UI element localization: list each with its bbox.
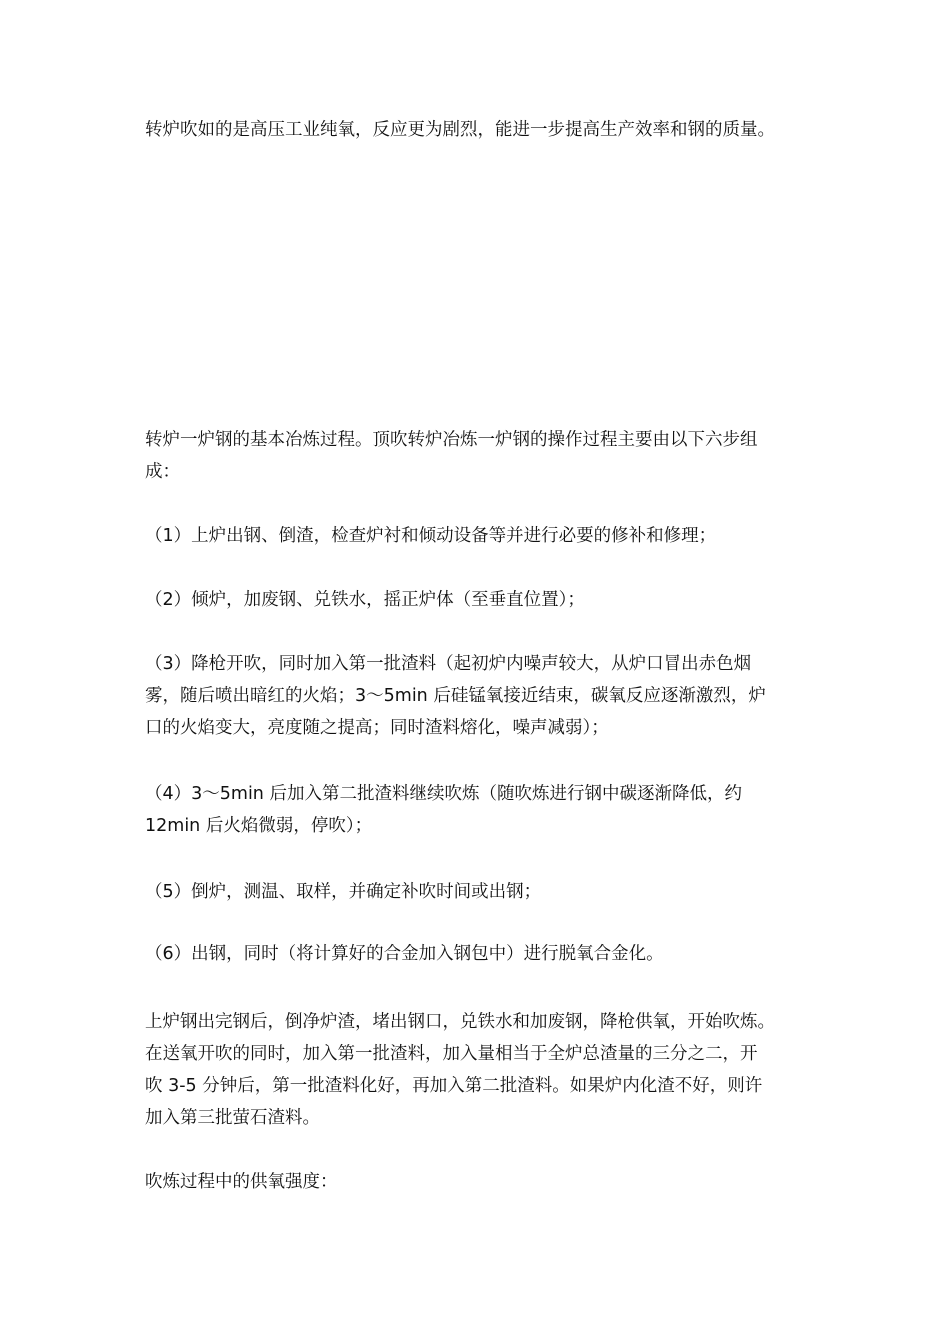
paragraph-step-6 <box>145 938 810 970</box>
text-line: （4）3～5min 后加入第二批渣料继续吹炼（随吹炼进行钢中碳逐渐降低，约 <box>145 784 742 804</box>
text-line: 吹 3-5 分钟后，第一批渣料化好，再加入第二批渣料。如果炉内化渣不好，则许 <box>145 1076 763 1096</box>
paragraph-step-1 <box>145 520 810 552</box>
paragraph-step-3 <box>145 648 810 744</box>
text-line: 加入第三批萤石渣料。 <box>145 1108 320 1128</box>
paragraph-step-5 <box>145 876 810 908</box>
text-line: 成： <box>145 462 180 482</box>
text-line: 雾，随后喷出暗红的火焰；3～5min 后硅锰氧接近结束，碳氧反应逐渐激烈，炉 <box>145 686 766 706</box>
paragraph-process-overview <box>145 424 810 488</box>
paragraph-intro <box>145 114 810 146</box>
paragraph-detail <box>145 1006 810 1134</box>
paragraph-oxygen-intensity <box>145 1166 810 1198</box>
text-line: （1）上炉出钢、倒渣，检查炉衬和倾动设备等并进行必要的修补和修理； <box>145 526 717 546</box>
text-line: 在送氧开吹的同时，加入第一批渣料，加入量相当于全炉总渣量的三分之二，开 <box>145 1044 758 1064</box>
text-line: （2）倾炉，加废钢、兑铁水，摇正炉体（至垂直位置）； <box>145 590 585 610</box>
text-line: 吹炼过程中的供氧强度： <box>145 1172 338 1192</box>
text-line: 上炉钢出完钢后，倒净炉渣，堵出钢口，兑铁水和加废钢，降枪供氧，开始吹炼。 <box>145 1012 775 1032</box>
paragraph-step-4 <box>145 778 810 842</box>
text-line: （6）出钢，同时（将计算好的合金加入钢包中）进行脱氧合金化。 <box>145 944 664 964</box>
paragraph-step-2 <box>145 584 810 616</box>
text-line: （5）倒炉，测温、取样，并确定补吹时间或出钢； <box>145 882 542 902</box>
text-line: 12min 后火焰微弱，停吹）； <box>145 816 373 836</box>
text-line: 转炉吹如的是高压工业纯氧，反应更为剧烈，能进一步提高生产效率和钢的质量。 <box>145 120 775 140</box>
text-line: 口的火焰变大，亮度随之提高；同时渣料熔化，噪声减弱）； <box>145 718 609 738</box>
text-line: 转炉一炉钢的基本冶炼过程。顶吹转炉冶炼一炉钢的操作过程主要由以下六步组 <box>145 430 758 450</box>
text-line: （3）降枪开吹，同时加入第一批渣料（起初炉内噪声较大，从炉口冒出赤色烟 <box>145 654 752 674</box>
